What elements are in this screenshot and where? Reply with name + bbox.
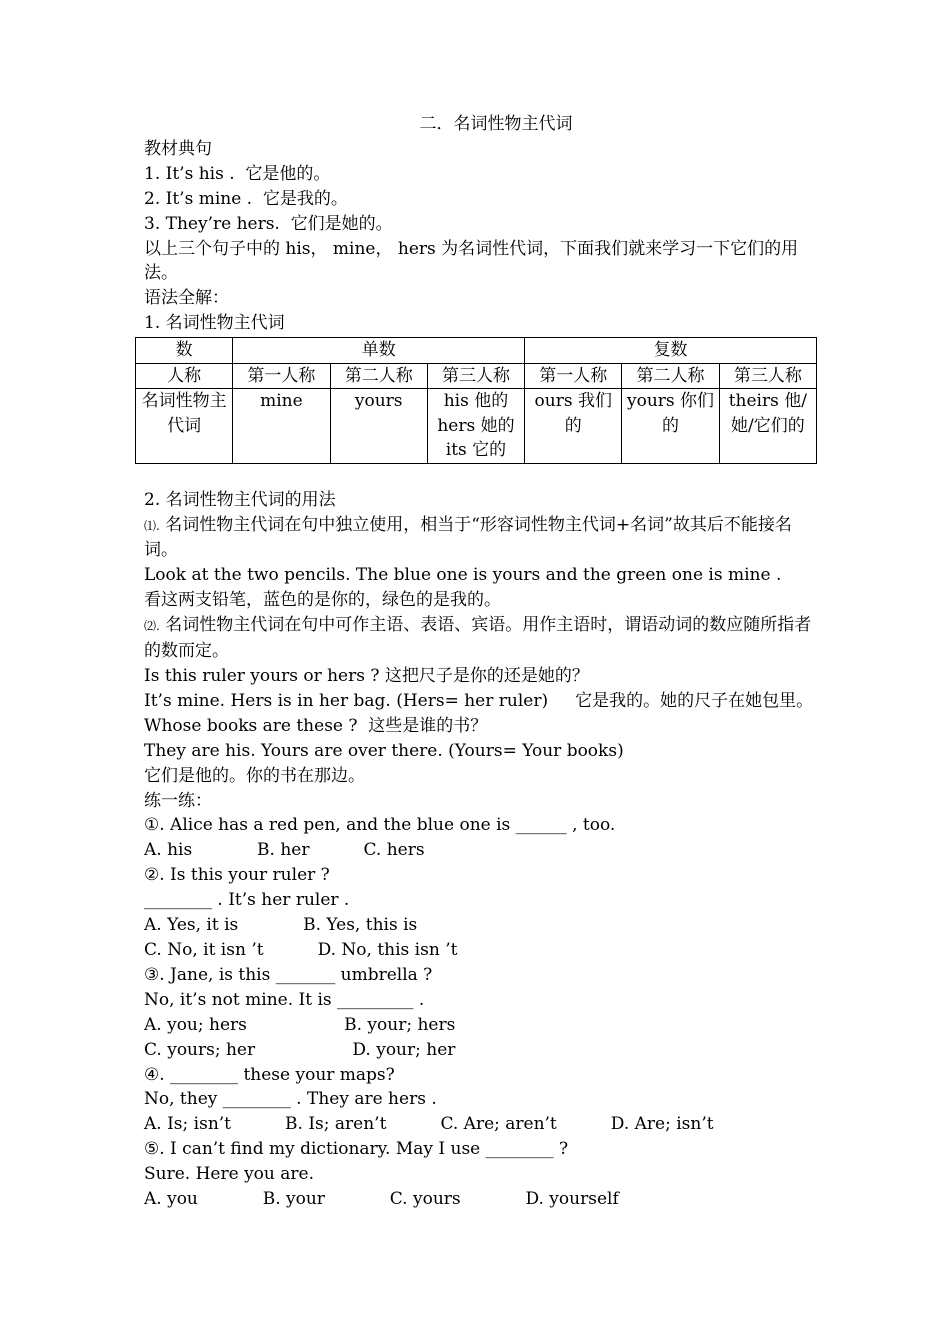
table-cell: 第三人称 <box>719 363 816 389</box>
document-page <box>141 112 816 1212</box>
intro-text: 以上三个句子中的 his， mine， hers 为名词性代词，下面我们就来学习一下它们的用法。 <box>144 238 799 284</box>
usage-2-text: 名词性物主代词在句中可作主语、表语、宾语。用作主语时，谓语动词的数应随所指者的数而定。 <box>144 615 812 662</box>
exercise-option-line: A. you B. your C. yours D. yourself <box>144 1189 619 1210</box>
table-cell: 名词性物主代词 <box>136 389 233 464</box>
exercise-option-line: No, they ________ . They are hers . <box>144 1089 437 1110</box>
section-label: 教材典句 <box>144 138 212 159</box>
table-cell: his 他的 hers 她的 its 它的 <box>427 389 524 464</box>
usage-2-line: They are his. Yours are over there. (Yours= Your books) <box>144 740 624 761</box>
exercise-option-line: A. his B. her C. hers <box>144 840 425 861</box>
exercise-option-line: A. Is; isn’t B. Is; aren’t C. Are; aren’t D. Are; isn’t <box>144 1114 714 1135</box>
table-cell: 数 <box>136 338 233 364</box>
practice-label: 练一练： <box>144 790 212 811</box>
table-cell: yours <box>330 389 427 464</box>
exercise-option-line: C. No, it isn ’t D. No, this isn ’t <box>144 939 458 960</box>
table-cell: 复数 <box>525 338 817 364</box>
example-3: 3. They’re hers. 它们是她的。 <box>144 213 393 234</box>
table-cell: 第二人称 <box>330 363 427 389</box>
table-row <box>136 338 817 364</box>
example-1: 1. It’s his . 它是他的。 <box>144 163 331 184</box>
table-cell: theirs 他/她/它们的 <box>719 389 816 464</box>
table-cell: 第一人称 <box>525 363 622 389</box>
exercise-option-line: Sure. Here you are. <box>144 1164 314 1185</box>
table-cell: mine <box>233 389 330 464</box>
usage-1-chinese: 看这两支铅笔，蓝色的是你的，绿色的是我的。 <box>144 590 501 611</box>
table-cell: 第二人称 <box>622 363 719 389</box>
usage-1-english: Look at the two pencils. The blue one is yours and the green one is mine . <box>144 565 782 586</box>
table-row <box>136 389 817 464</box>
exercise-option-line: No, it’s not mine. It is _________ . <box>144 989 425 1010</box>
table-cell: yours 你们的 <box>622 389 719 464</box>
usage-1-text: 名词性物主代词在句中独立使用，相当于“形容词性物主代词+名词”故其后不能接名词。 <box>144 514 792 561</box>
usage-2-number: ⑵. <box>144 619 160 634</box>
example-2: 2. It’s mine . 它是我的。 <box>144 188 348 209</box>
table-cell: 第一人称 <box>233 363 330 389</box>
exercise-question: ②. Is this your ruler ? <box>144 865 330 886</box>
usage-2-line: Whose books are these ? 这些是谁的书？ <box>144 715 488 736</box>
table-cell: ours 我们的 <box>525 389 622 464</box>
usage-2-line: It’s mine. Hers is in her bag. (Hers= her ruler) 它是我的。她的尺子在她包里。 <box>144 690 814 711</box>
exercise-question: ④. ________ these your maps? <box>144 1064 395 1085</box>
table-heading: 1. 名词性物主代词 <box>144 313 285 334</box>
usage-1 <box>144 513 816 564</box>
grammar-label: 语法全解： <box>144 288 229 309</box>
usage-2 <box>144 613 816 664</box>
exercise-option-line: ________ . It’s her ruler . <box>144 890 350 911</box>
usage-2-line: 它们是他的。你的书在那边。 <box>144 765 365 786</box>
exercise-option-line: A. you; hers B. your; hers <box>144 1014 456 1035</box>
usage-2-line: Is this ruler yours or hers ? 这把尺子是你的还是她的？ <box>144 666 589 686</box>
exercise-question: ⑤. I can’t find my dictionary. May I use ________ ? <box>144 1139 569 1160</box>
usage-1-number: ⑴. <box>144 518 160 533</box>
table-cell: 单数 <box>233 338 525 364</box>
usage-heading: 2. 名词性物主代词的用法 <box>144 489 336 510</box>
pronoun-table <box>135 337 817 464</box>
exercise-option-line: A. Yes, it is B. Yes, this is <box>144 915 418 936</box>
doc-title: 二．名词性物主代词 <box>419 114 573 134</box>
table-cell: 人称 <box>136 363 233 389</box>
table-cell: 第三人称 <box>427 363 524 389</box>
exercise-question: ③. Jane, is this _______ umbrella ? <box>144 964 433 985</box>
exercise-option-line: C. yours; her D. your; her <box>144 1039 456 1060</box>
table-row <box>136 363 817 389</box>
exercise-question: ①. Alice has a red pen, and the blue one is ______ , too. <box>144 815 616 836</box>
